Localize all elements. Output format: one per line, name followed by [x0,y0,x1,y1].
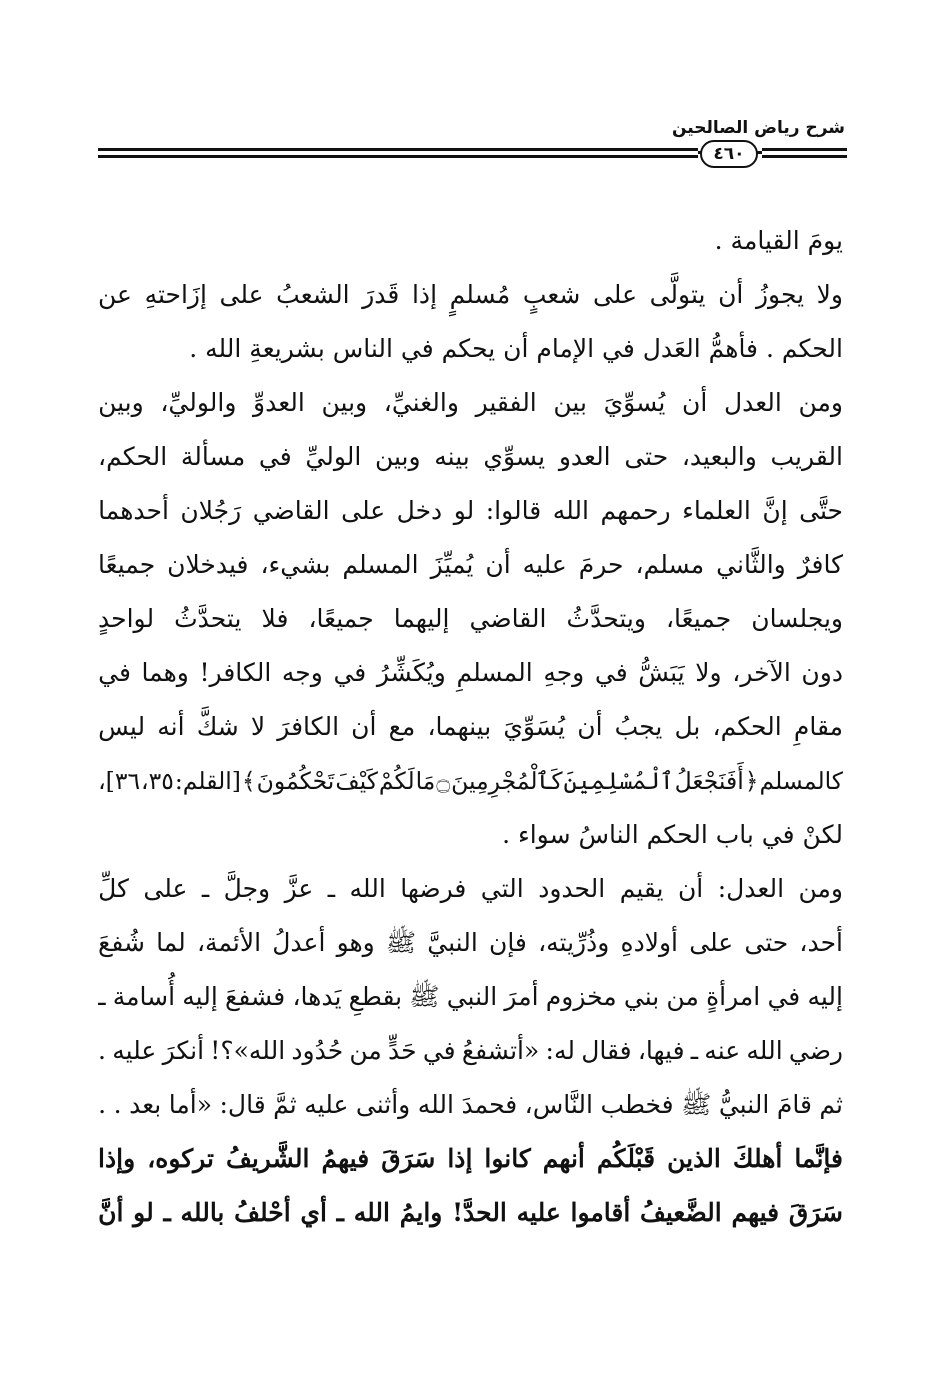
text-line: ويجلسان جميعًا، ويتحدَّثُ القاضي إليهما جميعًا، فلا يتحدَّثُ لواحدٍ [98,604,843,633]
running-header-title: شرح رياض الصالحين [671,118,845,138]
text-line: ومن العدل أن يُسوِّيَ بين الفقير والغنيِّ، وبين العدوِّ والوليِّ، وبين [98,388,843,417]
text-line: إليه في امرأةٍ من بني مخزوم أمرَ النبي ﷺ بقطعِ يَدها، فشفعَ إليه أُسامة ـ [98,982,843,1011]
text-line: رضي الله عنه ـ فيها، فقال له: «أتشفعُ في حَدٍّ من حُدُود الله»؟! أنكرَ عليه . [98,1036,843,1065]
text-line: دون الآخر، ولا يَبَشُّ في وجهِ المسلمِ ويُكَشِّرُ في وجه الكافر! وهما في [98,658,843,687]
text-line: ولا يجوزُ أن يتولَّى على شعبٍ مُسلمٍ إذا قَدرَ الشعبُ على إزَاحتهِ عن [98,280,843,309]
page-number-badge: ٤٦٠ [700,140,758,168]
header-rule-right [762,148,847,158]
text-line: كالمسلم ﴿ أَفَنَجْعَلُ ٱلْمُسْلِمِينَ كَٱلْمُجْرِمِينَ ۝ مَا لَكُمْ كَيْفَ تَحْكُمُونَ ﴾ [القلم: ٣٥، ٣٦]، [98,767,843,795]
text-line: القريب والبعيد، حتى العدو يسوِّي بينه وبين الوليِّ في مسألة الحكم، [98,442,843,471]
text-line: أحد، حتى على أولادهِ وذُرِّيته، فإن النبيَّ ﷺ وهو أعدلُ الأئمة، لما شُفعَ [98,928,843,957]
text-line: سَرَقَ فيهم الضَّعيفُ أقاموا عليه الحدَّ! وايمُ الله ـ أي أحْلفُ بالله ـ لو أنَّ [98,1198,843,1227]
text-line: كافرٌ والثَّاني مسلم، حرمَ عليه أن يُميِّزَ المسلم بشيء، فيدخلان جميعًا [98,550,843,579]
text-line: الحكم . فأهمُّ العَدل في الإمام أن يحكم في الناس بشريعةِ الله . [189,334,843,363]
body-text [98,214,843,1240]
text-line: لكنْ في باب الحكم الناسُ سواء . [502,820,843,849]
text-line: فإنَّما أهلكَ الذين قَبْلَكُم أنهم كانوا إذا سَرَقَ فيهمُ الشَّريفُ تركوه، وإذا [98,1144,843,1173]
text-line: يومَ القيامة . [714,226,843,255]
text-line: مقامِ الحكم، بل يجبُ أن يُسَوِّيَ بينهما، مع أن الكافرَ لا شكَّ أنه ليس [98,712,843,741]
text-line: حتَّى إنَّ العلماء رحمهم الله قالوا: لو دخل على القاضي رَجُلان أحدهما [98,496,843,525]
header-rule-left [98,148,698,158]
text-line: ثم قامَ النبيُّ ﷺ فخطب النَّاس، فحمدَ الله وأثنى عليه ثمَّ قال: «أما بعد . . [98,1090,843,1119]
text-line: ومن العدل: أن يقيم الحدود التي فرضها الله ـ عزَّ وجلَّ ـ على كلِّ [98,874,843,903]
